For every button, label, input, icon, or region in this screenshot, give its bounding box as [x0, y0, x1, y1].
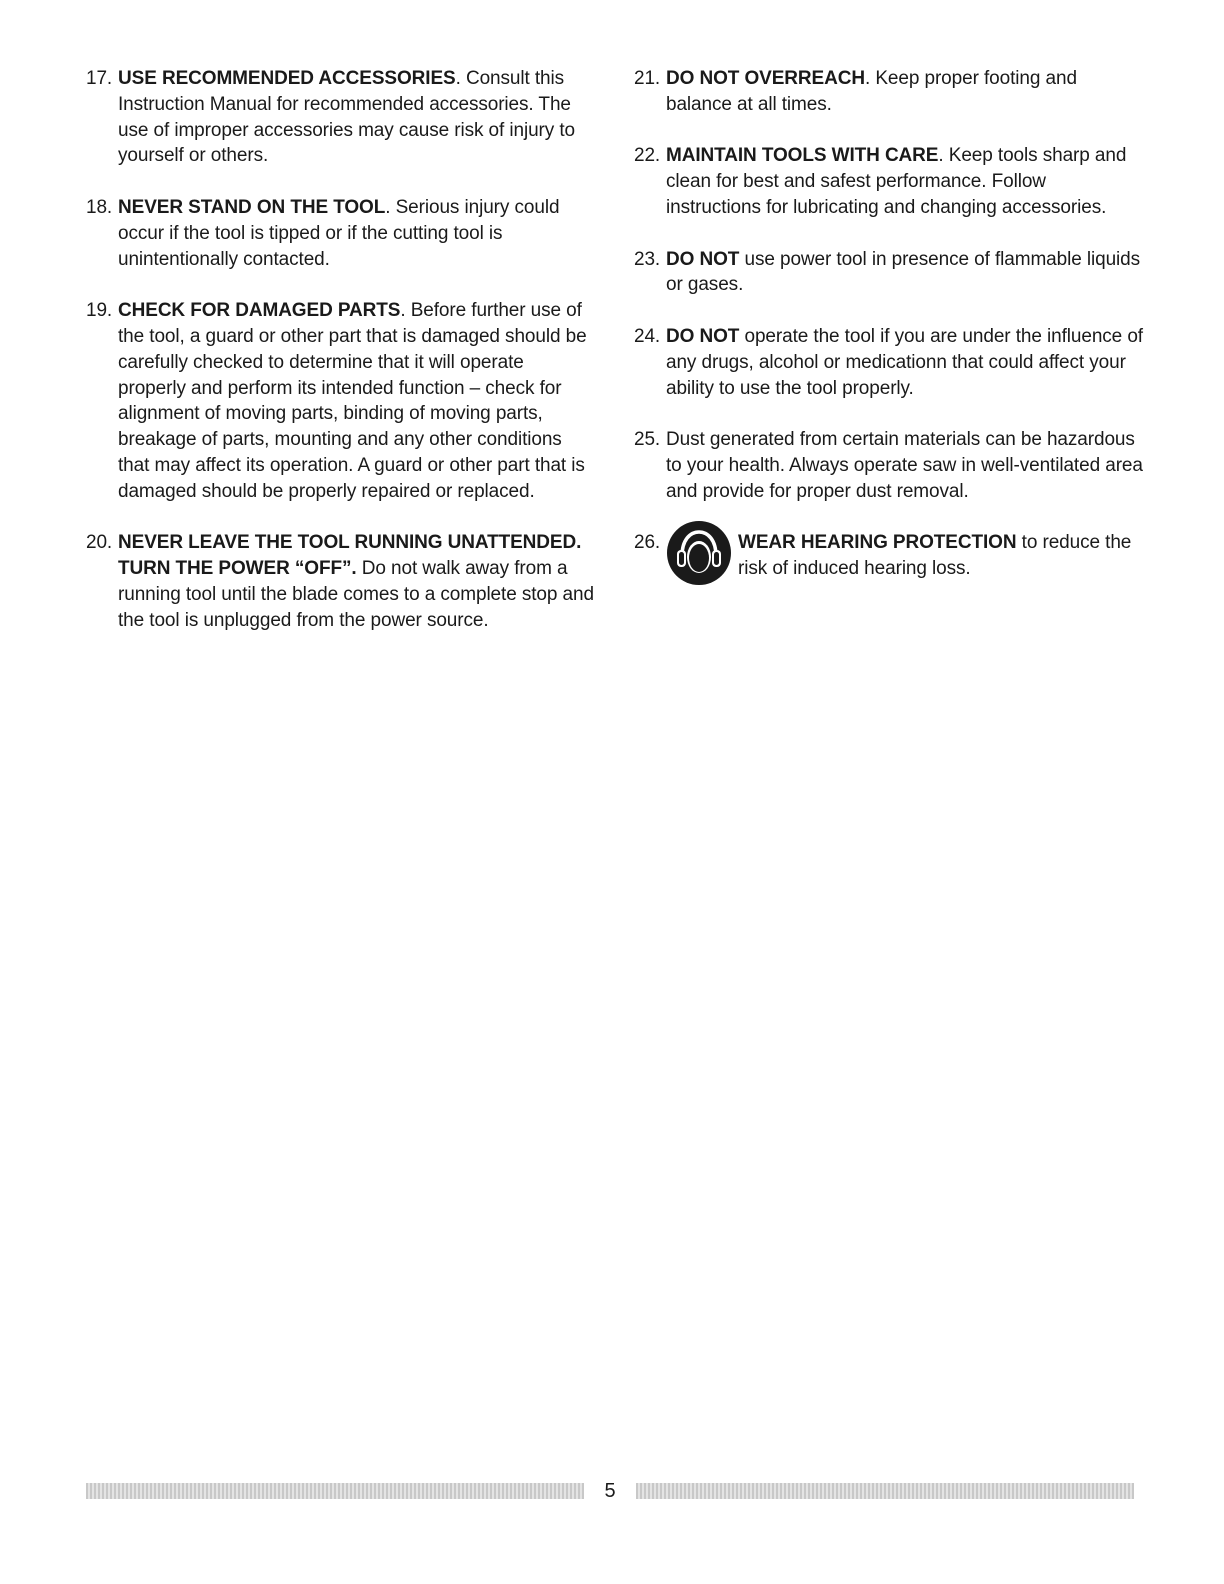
list-item-19: [86, 298, 596, 504]
page-footer: [86, 1480, 1134, 1502]
item-heading: NEVER STAND ON THE TOOL: [118, 196, 386, 218]
page-number: 5: [604, 1479, 616, 1502]
right-column: [634, 66, 1144, 612]
item-heading: WEAR HEARING PROTECTION: [738, 532, 1017, 554]
list-item-26: [634, 530, 1144, 586]
item-heading: DO NOT OVERREACH: [666, 68, 865, 89]
list-item-23: [634, 247, 1144, 299]
item-text: [118, 66, 596, 169]
list-item-21: [634, 66, 1144, 118]
item-number: 19.: [86, 300, 113, 322]
list-item-20: [86, 530, 596, 633]
left-column: [86, 66, 596, 659]
item-heading: DO NOT: [666, 325, 740, 347]
item-text: [666, 427, 1144, 504]
item-number: 22.: [634, 145, 661, 167]
item-heading: DO NOT: [666, 248, 740, 270]
item-body: . Keep tools sharp and clean for best and safest performance. Follow instructions for lubricating and changing accessories.: [666, 145, 1127, 218]
item-text: [666, 66, 1144, 118]
item-number: 21.: [634, 68, 661, 89]
list-item-24: [634, 324, 1144, 401]
item-heading: USE RECOMMENDED ACCESSORIES: [118, 68, 456, 89]
item-number: 24.: [634, 325, 661, 347]
item-text: [738, 530, 1144, 586]
item-number: 23.: [634, 248, 661, 270]
item-text: [118, 298, 596, 504]
list-item-25: [634, 427, 1144, 504]
item-heading: NEVER LEAVE THE TOOL RUNNING UNATTENDED. TURN THE POWER “OFF”.: [118, 532, 582, 580]
item-body: . Before further use of the tool, a guard or other part that is damaged should be carefully checked to determine that it will operate properly and perform its intended function – check for alignment of moving parts, binding of moving parts, breakage of parts, mounting and any other conditions that may affect its operation. A guard or other part that is damaged should be properly repaired or replaced.: [118, 300, 587, 502]
footer-bar-left: [86, 1483, 584, 1499]
item-number: 26.: [634, 532, 661, 554]
item-body: Do not walk away from a running tool until the blade comes to a complete stop and the tool is unplugged from the power source.: [118, 558, 594, 631]
footer-bar-right: [636, 1483, 1134, 1499]
item-body: to reduce the risk of induced hearing loss.: [738, 532, 1132, 580]
hearing-protection-icon: [666, 520, 732, 586]
list-item-18: [86, 195, 596, 272]
item-number: 17.: [86, 68, 113, 89]
list-item-22: [634, 143, 1144, 220]
item-text: [666, 247, 1144, 299]
item-number: 18.: [86, 196, 113, 218]
item-text: [118, 195, 596, 272]
item-body: operate the tool if you are under the influence of any drugs, alcohol or medicationn that could affect your ability to use the tool properly.: [666, 325, 1143, 399]
item-heading: CHECK FOR DAMAGED PARTS: [118, 300, 401, 322]
item-text: [666, 324, 1144, 401]
item-body: use power tool in presence of flammable liquids or gases.: [666, 248, 1141, 296]
item-heading: MAINTAIN TOOLS WITH CARE: [666, 145, 939, 167]
list-item-17: [86, 66, 596, 169]
item-body: . Keep proper footing and balance at all times.: [666, 68, 1077, 115]
item-body: Dust generated from certain materials can be hazardous to your health. Always operate saw in well-ventilated area and provide for proper dust removal.: [666, 429, 1143, 502]
item-body: . Consult this Instruction Manual for recommended accessories. The use of improper accessories may cause risk of injury to yourself or others.: [118, 68, 576, 167]
item-number: 20.: [86, 532, 113, 554]
item-text: [666, 143, 1144, 220]
item-text: [118, 530, 596, 633]
item-body: . Serious injury could occur if the tool is tipped or if the cutting tool is unintentionally contacted.: [118, 196, 560, 270]
item-number: 25.: [634, 429, 661, 451]
